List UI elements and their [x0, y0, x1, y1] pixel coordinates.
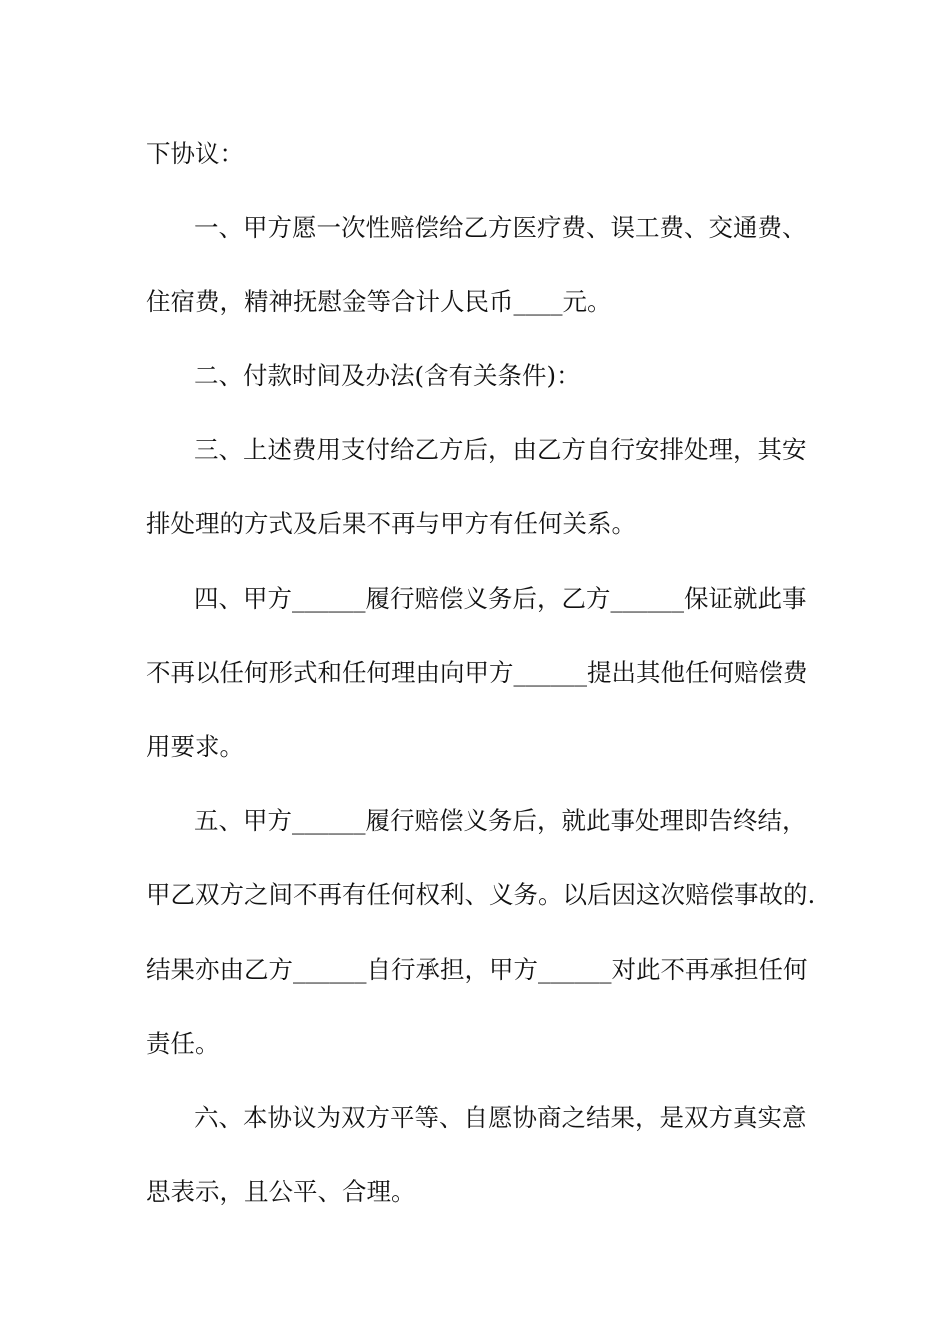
paragraph-line: 住宿费，精神抚慰金等合计人民币____元。 — [146, 287, 612, 316]
paragraph-line: 下协议： — [146, 139, 244, 168]
paragraph-line: 结果亦由乙方______自行承担，甲方______对此不再承担任何 — [146, 955, 808, 984]
paragraph-line: 思表示，且公平、合理。 — [146, 1177, 416, 1206]
paragraph-line: 四、甲方______履行赔偿义务后，乙方______保证就此事 — [194, 584, 807, 613]
paragraph-line: 五、甲方______履行赔偿义务后，就此事处理即告终结， — [194, 806, 807, 835]
paragraph-line: 三、上述费用支付给乙方后，由乙方自行安排处理，其安 — [194, 435, 807, 464]
paragraph-line: 六、本协议为双方平等、自愿协商之结果，是双方真实意 — [194, 1103, 807, 1132]
paragraph-line: 二、付款时间及办法(含有关条件)： — [194, 361, 581, 390]
paragraph-line: 不再以任何形式和任何理由向甲方______提出其他任何赔偿费 — [146, 658, 808, 687]
paragraph-line: 排处理的方式及后果不再与甲方有任何关系。 — [146, 509, 636, 538]
paragraph-line: 用要求。 — [146, 732, 244, 761]
paragraph-line: 一、甲方愿一次性赔偿给乙方医疗费、误工费、交通费、 — [194, 213, 807, 242]
paragraph-line: 甲乙双方之间不再有任何权利、义务。以后因这次赔偿事故的. — [146, 880, 816, 909]
paragraph-line: 责任。 — [146, 1029, 220, 1058]
